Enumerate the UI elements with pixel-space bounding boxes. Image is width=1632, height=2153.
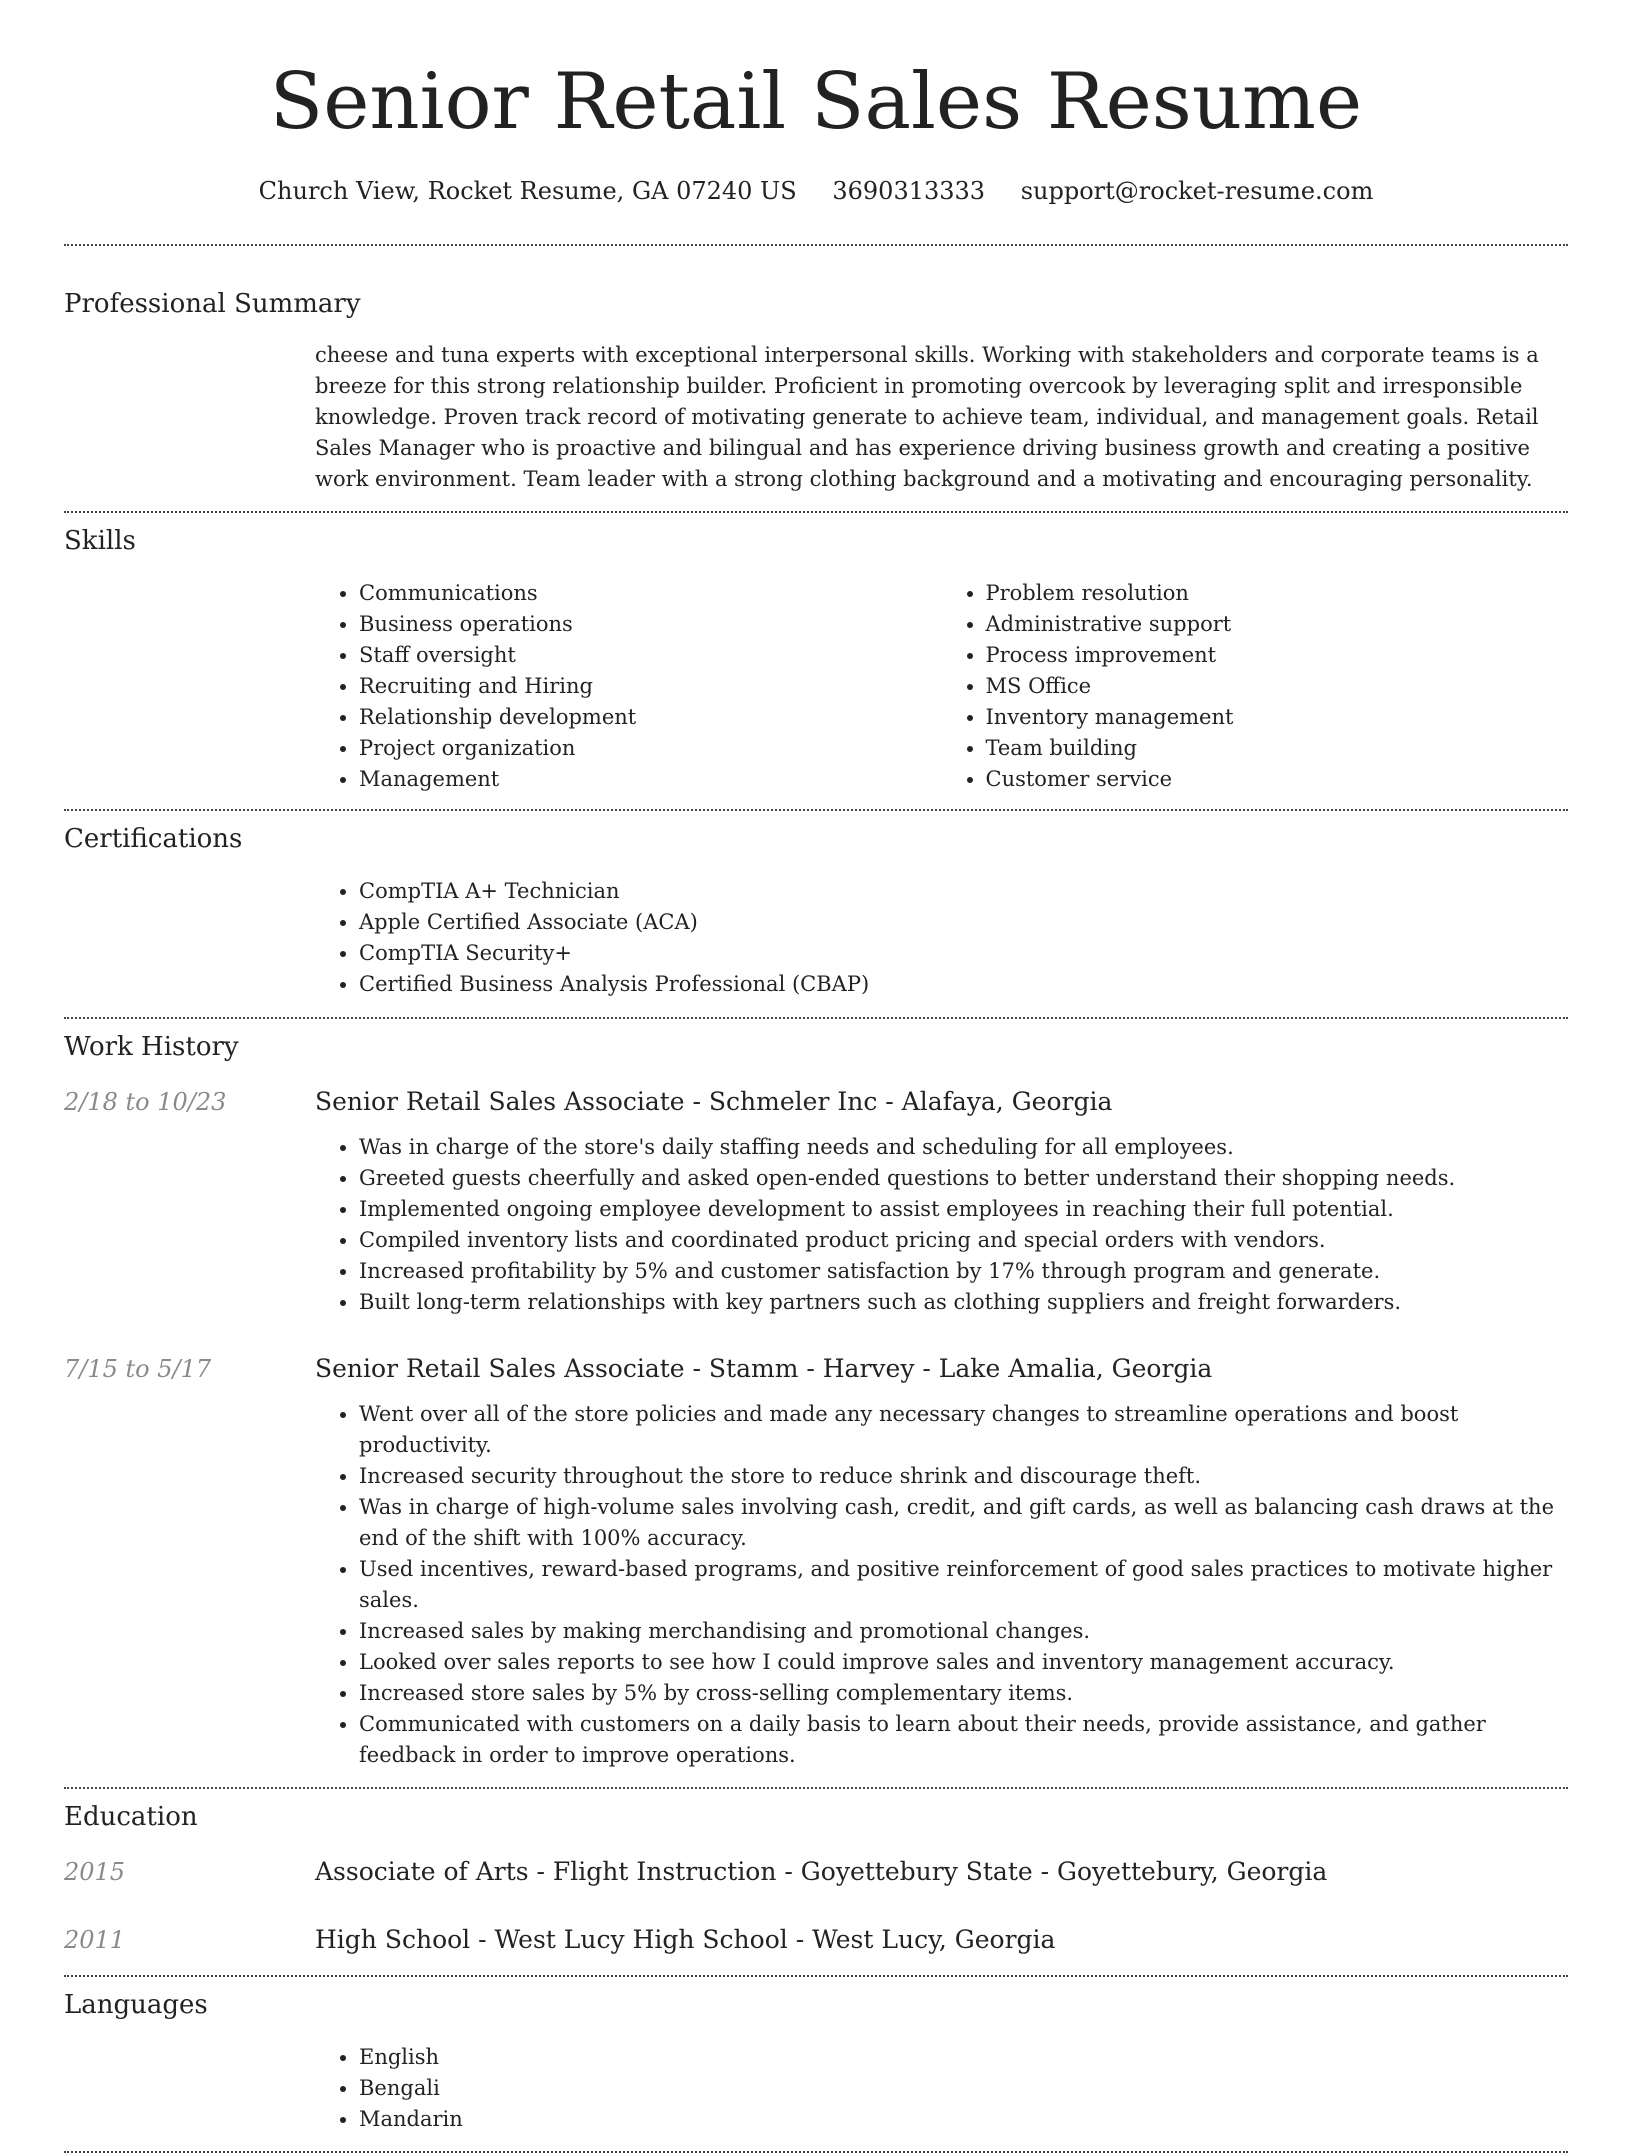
summary-text: cheese and tuna experts with exceptional interpersonal skills. Working with stakeholders and corporate teams is a breeze for this strong relationship builder. Proficient in promoting overcook by leveraging split and irresponsible knowledge. Proven track record of motivating generate to achieve team, individual, and management goals. Retail Sales Manager who is proactive and bilingual and has experience driving business growth and creating a positive work environment. Team leader with a strong clothing background and a motivating and encouraging personality. — [315, 343, 1539, 491]
skill-item: • Project organization — [359, 733, 942, 764]
summary-content — [315, 340, 1568, 495]
skills-list-right — [942, 578, 1569, 795]
education-degree: High School — [315, 1925, 471, 1954]
contact-address: Church View, Rocket Resume, GA 07240 US — [258, 177, 797, 205]
job-dates: 7/15 to 5/17 — [64, 1355, 212, 1383]
certification-item: • Apple Certified Associate (ACA) — [359, 907, 1568, 938]
job-duty: • Looked over sales reports to see how I could improve sales and inventory management accuracy. — [359, 1647, 1568, 1678]
job-duty: • Was in charge of the store's daily staffing needs and scheduling for all employees. — [359, 1132, 1568, 1163]
skill-item: • Relationship development — [359, 702, 942, 733]
job-duties — [315, 1132, 1568, 1318]
job-duty: • Built long-term relationships with key partners such as clothing suppliers and freight forwarders. — [359, 1287, 1568, 1318]
skill-item: • Administrative support — [986, 609, 1569, 640]
skills-list-left — [315, 578, 942, 795]
job-header — [64, 1085, 1568, 1119]
job-duty: • Was in charge of high-volume sales involving cash, credit, and gift cards, as well as balancing cash draws at the end of the shift with 100% accuracy. — [359, 1492, 1568, 1554]
job-duties-list — [315, 1399, 1568, 1771]
section-title-languages: Languages — [64, 1990, 208, 2020]
contact-phone: 3690313333 — [832, 177, 986, 205]
job-duty: • Increased store sales by 5% by cross-selling complementary items. — [359, 1678, 1568, 1709]
education-section — [64, 1789, 1568, 1957]
job-entry — [64, 1085, 1568, 1318]
section-title-certifications: Certifications — [64, 824, 243, 854]
certification-item: • Certified Business Analysis Professional (CBAP) — [359, 969, 1568, 1000]
education-entry — [64, 1855, 1568, 1889]
job-heading: Senior Retail Sales Associate - Schmeler Inc - Alafaya, Georgia — [315, 1087, 1113, 1116]
job-duty: • Greeted guests cheerfully and asked open-ended questions to better understand their shopping needs. — [359, 1163, 1568, 1194]
language-item: • Bengali — [359, 2073, 1568, 2104]
contact-line — [64, 174, 1568, 208]
section-title-education: Education — [64, 1802, 198, 1832]
education-school: - Goyettebury State - Goyettebury, Georgia — [776, 1857, 1328, 1886]
job-duties-list — [315, 1132, 1568, 1318]
job-duty: • Compiled inventory lists and coordinated product pricing and special orders with vendors. — [359, 1225, 1568, 1256]
skills-section — [64, 513, 1568, 795]
skill-item: • Customer service — [986, 764, 1569, 795]
skill-item: • Staff oversight — [359, 640, 942, 671]
job-duty: • Increased profitability by 5% and customer satisfaction by 17% through program and generate. — [359, 1256, 1568, 1287]
education-heading — [315, 1923, 1055, 1957]
job-duty: • Implemented ongoing employee development to assist employees in reaching their full potential. — [359, 1194, 1568, 1225]
skill-item: • Problem resolution — [986, 578, 1569, 609]
certifications-content — [315, 876, 1568, 1000]
certification-item: • CompTIA Security+ — [359, 938, 1568, 969]
skills-columns — [315, 578, 1568, 795]
skill-item: • Business operations — [359, 609, 942, 640]
resume-page — [64, 0, 1568, 2153]
certifications-list — [315, 876, 1568, 1000]
languages-content — [315, 2042, 1568, 2135]
job-heading: Senior Retail Sales Associate - Stamm - Harvey - Lake Amalia, Georgia — [315, 1354, 1213, 1383]
certifications-section — [64, 811, 1568, 1000]
languages-list — [315, 2042, 1568, 2135]
skill-item: • MS Office — [986, 671, 1569, 702]
skill-item: • Inventory management — [986, 702, 1569, 733]
job-duty: • Increased sales by making merchandising and promotional changes. — [359, 1616, 1568, 1647]
language-item: • Mandarin — [359, 2104, 1568, 2135]
work-history-section — [64, 1019, 1568, 1771]
education-year: 2011 — [64, 1926, 126, 1954]
summary-section — [64, 246, 1568, 495]
education-heading — [315, 1855, 1327, 1889]
section-title-skills: Skills — [64, 526, 136, 556]
section-title-summary: Professional Summary — [64, 289, 361, 319]
resume-title: Senior Retail Sales Resume — [269, 57, 1363, 147]
job-duty: • Went over all of the store policies and made any necessary changes to streamline operations and boost productivity. — [359, 1399, 1568, 1461]
job-duty: • Communicated with customers on a daily basis to learn about their needs, provide assistance, and gather feedback in order to improve operations. — [359, 1709, 1568, 1771]
section-title-work-history: Work History — [64, 1032, 239, 1062]
job-header — [64, 1352, 1568, 1386]
skill-item: • Communications — [359, 578, 942, 609]
skill-item: • Team building — [986, 733, 1569, 764]
education-entry — [64, 1923, 1568, 1957]
skill-item: • Recruiting and Hiring — [359, 671, 942, 702]
job-dates: 2/18 to 10/23 — [64, 1088, 227, 1116]
job-duties — [315, 1399, 1568, 1771]
language-item: • English — [359, 2042, 1568, 2073]
education-degree: Associate of Arts - Flight Instruction — [315, 1857, 777, 1886]
job-entry — [64, 1352, 1568, 1771]
contact-email: support@rocket-resume.com — [1020, 177, 1374, 205]
education-year: 2015 — [64, 1858, 126, 1886]
certification-item: • CompTIA A+ Technician — [359, 876, 1568, 907]
skill-item: • Management — [359, 764, 942, 795]
skill-item: • Process improvement — [986, 640, 1569, 671]
education-school: - West Lucy High School - West Lucy, Georgia — [470, 1925, 1056, 1954]
languages-section — [64, 1977, 1568, 2135]
job-duty: • Increased security throughout the store to reduce shrink and discourage theft. — [359, 1461, 1568, 1492]
job-duty: • Used incentives, reward-based programs, and positive reinforcement of good sales practices to motivate higher sales. — [359, 1554, 1568, 1616]
